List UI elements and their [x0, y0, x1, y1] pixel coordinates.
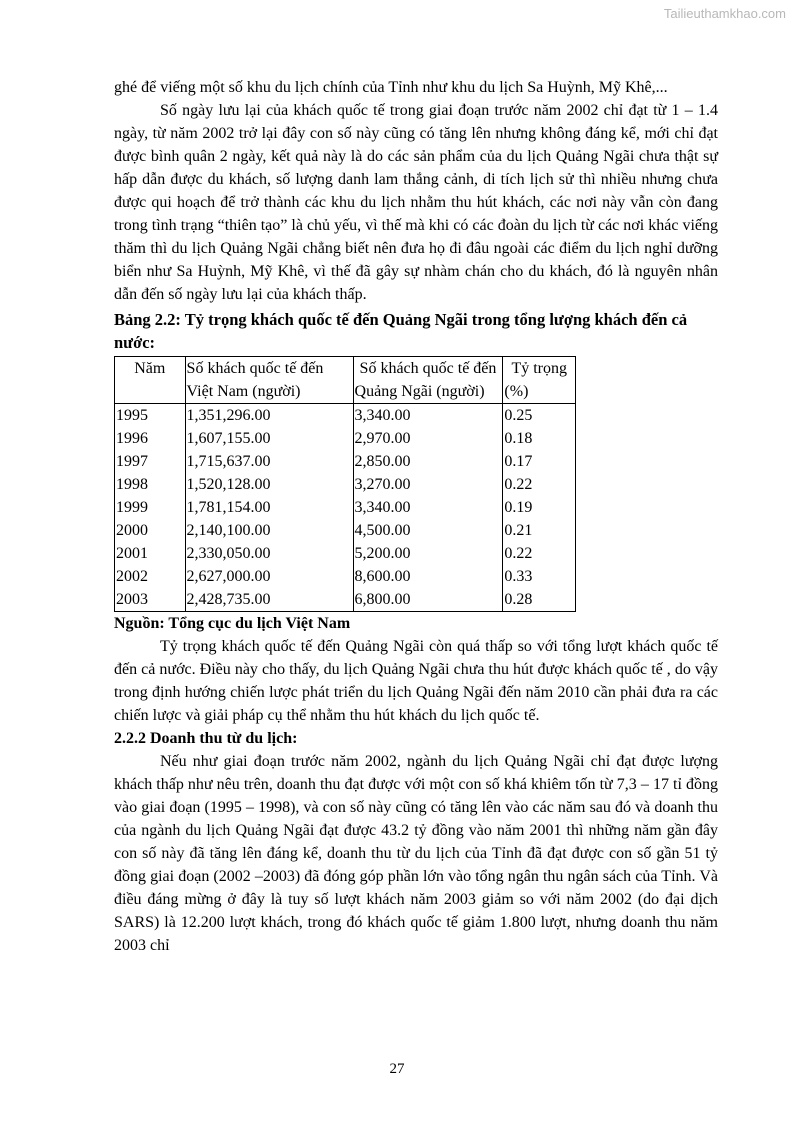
- table-caption: Bảng 2.2: Tỷ trọng khách quốc tế đến Quảng Ngãi trong tổng lượng khách đến cả nước:: [114, 310, 688, 352]
- cell-share: 0.25: [503, 404, 576, 428]
- table-row: [115, 473, 576, 496]
- cell-year: 2002: [115, 565, 186, 588]
- cell-share: 0.28: [503, 588, 576, 612]
- cell-vn: 2,428,735.00: [185, 588, 353, 612]
- cell-year: 2001: [115, 542, 186, 565]
- cell-vn: 1,715,637.00: [185, 450, 353, 473]
- table-row: [115, 496, 576, 519]
- visitor-share-table: [114, 356, 576, 612]
- cell-year: 1997: [115, 450, 186, 473]
- page-content: [114, 76, 718, 957]
- cell-qn: 4,500.00: [353, 519, 503, 542]
- cell-share: 0.21: [503, 519, 576, 542]
- cell-vn: 1,520,128.00: [185, 473, 353, 496]
- cell-vn: 1,781,154.00: [185, 496, 353, 519]
- cell-share: 0.22: [503, 542, 576, 565]
- cell-share: 0.33: [503, 565, 576, 588]
- cell-share: 0.17: [503, 450, 576, 473]
- paragraph-intro: ghé để viếng một số khu du lịch chính của Tỉnh như khu du lịch Sa Huỳnh, Mỹ Khê,...: [114, 79, 668, 96]
- header-year: Năm: [115, 357, 186, 381]
- cell-year: 1998: [115, 473, 186, 496]
- cell-qn: 6,800.00: [353, 588, 503, 612]
- table-row: [115, 519, 576, 542]
- paragraph-share-analysis: Tỷ trọng khách quốc tế đến Quảng Ngãi còn quá thấp so với tổng lượt khách quốc tế đến cả nước. Điều này cho thấy, du lịch Quảng Ngãi chưa thu hút được khách quốc tế , do vậy trong định hướng chiến lược phát triển du lịch Quảng Ngãi đến năm 2010 cần phải đưa ra các chiến lược và giải pháp cụ thể nhằm thu hút khách du lịch quốc tế.: [114, 638, 718, 724]
- cell-year: 1999: [115, 496, 186, 519]
- cell-vn: 1,607,155.00: [185, 427, 353, 450]
- header-year-unit: [115, 380, 186, 404]
- section-heading: 2.2.2 Doanh thu từ du lịch:: [114, 730, 298, 747]
- paragraph-revenue: Nếu như giai đoạn trước năm 2002, ngành du lịch Quảng Ngãi chỉ đạt được lượng khách thấp như nêu trên, doanh thu đạt được với một con số khá khiêm tốn từ 7,3 – 17 tỉ đồng vào giai đoạn (1995 – 1998), và con số này cũng có tăng lên vào các năm sau đó và doanh thu của ngành du lịch Quảng Ngãi đạt được 43.2 tỷ đồng vào năm 2001 thì những năm gần đây con số này đã tăng lên đáng kể, doanh thu từ du lịch của Tỉnh đã đạt được con số gần 51 tỷ đồng giai đoạn (2002 –2003) đã đóng góp phần lớn vào tổng ngân thu ngân sách của Tỉnh. Và điều đáng mừng ở đây là tuy số lượt khách năm 2003 giảm so với năm 2002 (do đại dịch SARS) là 12.200 lượt khách, trong đó khách quốc tế giảm 1.800 lượt, nhưng doanh thu năm 2003 chỉ: [114, 753, 718, 954]
- table-header-row: [115, 357, 576, 381]
- cell-share: 0.18: [503, 427, 576, 450]
- cell-qn: 2,970.00: [353, 427, 503, 450]
- table-source: Nguồn: Tổng cục du lịch Việt Nam: [114, 615, 351, 632]
- header-vn-top: Số khách quốc tế đến: [185, 357, 353, 381]
- page-number: 27: [389, 1061, 405, 1077]
- table-row: [115, 588, 576, 612]
- header-share-bottom: (%): [503, 380, 576, 404]
- cell-share: 0.19: [503, 496, 576, 519]
- cell-qn: 5,200.00: [353, 542, 503, 565]
- cell-qn: 8,600.00: [353, 565, 503, 588]
- cell-year: 2000: [115, 519, 186, 542]
- cell-year: 1995: [115, 404, 186, 428]
- table-row: [115, 542, 576, 565]
- table-row: [115, 450, 576, 473]
- header-qn-top: Số khách quốc tế đến: [353, 357, 503, 381]
- cell-vn: 2,627,000.00: [185, 565, 353, 588]
- header-share-top: Tỷ trọng: [503, 357, 576, 381]
- watermark: Tailieuthamkhao.com: [663, 6, 786, 21]
- cell-qn: 3,340.00: [353, 404, 503, 428]
- cell-vn: 2,140,100.00: [185, 519, 353, 542]
- header-qn-bottom: Quảng Ngãi (người): [353, 380, 503, 404]
- cell-year: 2003: [115, 588, 186, 612]
- header-vn-bottom: Việt Nam (người): [185, 380, 353, 404]
- cell-qn: 2,850.00: [353, 450, 503, 473]
- table-unit-row: [115, 380, 576, 404]
- cell-qn: 3,270.00: [353, 473, 503, 496]
- cell-year: 1996: [115, 427, 186, 450]
- cell-vn: 1,351,296.00: [185, 404, 353, 428]
- cell-vn: 2,330,050.00: [185, 542, 353, 565]
- table-row: [115, 427, 576, 450]
- paragraph-stay-duration: Số ngày lưu lại của khách quốc tế trong giai đoạn trước năm 2002 chỉ đạt từ 1 – 1.4 ngày, từ năm 2002 trở lại đây con số này cũng có tăng lên nhưng không đáng kể, mới chỉ đạt được bình quân 2 ngày, kết quả này là do các sản phẩm của du lịch Quảng Ngãi chưa thật sự hấp dẫn được du khách, số lượng danh lam thắng cảnh, di tích lịch sử thì nhiều nhưng chưa được qui hoạch để trở thành các khu du lịch nhằm thu hút khách, các nơi này vẫn còn đang trong tình trạng “thiên tạo” là chủ yếu, vì thế mà khi có các đoàn du lịch từ các nơi khác viếng thăm thì du lịch Quảng Ngãi chẳng biết nên đưa họ đi đâu ngoài các điểm du lịch nghỉ dưỡng biển như Sa Huỳnh, Mỹ Khê, vì thế đã gây sự nhàm chán cho du khách, đó là nguyên nhân dẫn đến số ngày lưu lại của khách thấp.: [114, 102, 718, 303]
- cell-share: 0.22: [503, 473, 576, 496]
- table-row: [115, 565, 576, 588]
- table-row: [115, 404, 576, 428]
- cell-qn: 3,340.00: [353, 496, 503, 519]
